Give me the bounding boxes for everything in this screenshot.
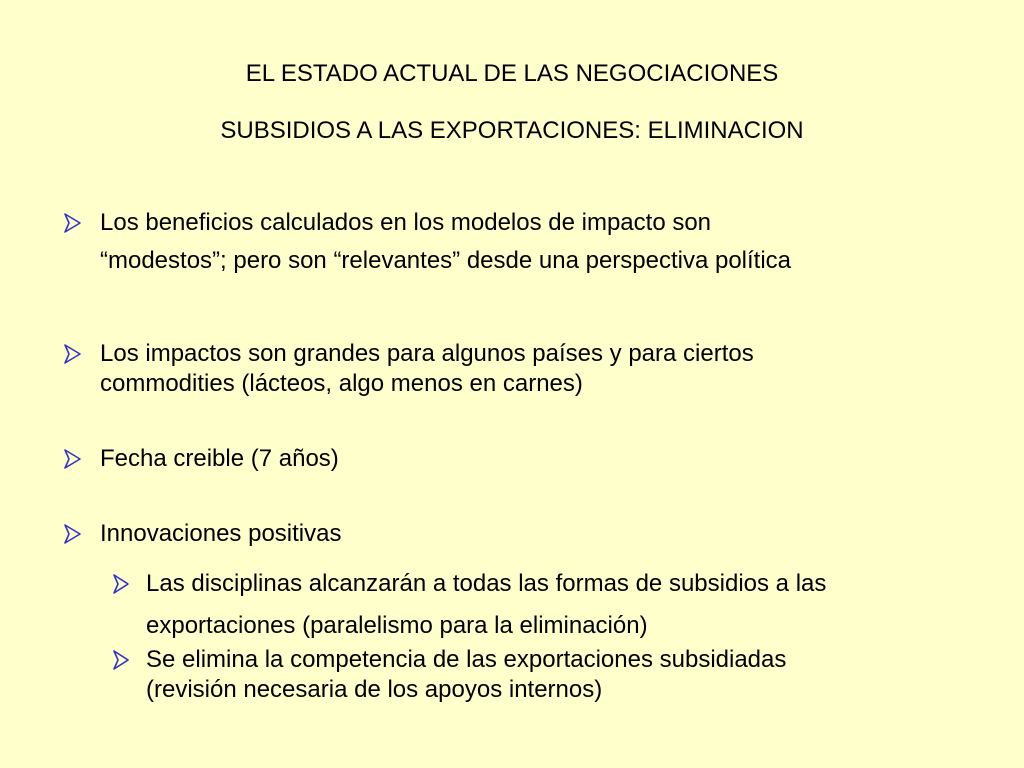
bullet-text [146,563,826,647]
bullet-line: Innovaciones positivas [100,520,342,547]
bullet-line: Los impactos son grandes para algunos países y para ciertos [100,340,754,367]
arrowhead-icon [62,339,84,367]
arrowhead-icon [62,519,84,547]
bullet-line: exportaciones (paralelismo para la eliminación) [146,612,648,639]
bullet-text [100,444,339,474]
arrowhead-icon [110,563,132,591]
bullet-line: “modestos”; pero son “relevantes” desde una perspectiva política [100,247,792,274]
bullet-line: commodities (lácteos, algo menos en carnes) [100,370,583,397]
arrowhead-icon [110,645,132,673]
bullet-line: (revisión necesaria de los apoyos internos) [146,676,603,703]
bullet-text [100,204,791,280]
bullet-text [146,645,786,705]
slide-title: EL ESTADO ACTUAL DE LAS NEGOCIACIONES [245,60,779,87]
bullet-text [100,519,341,549]
bullet-line: Fecha creible (7 años) [100,445,339,472]
bullet-line: Se elimina la competencia de las exportaciones subsidiadas [146,646,787,673]
slide-subtitle: SUBSIDIOS A LAS EXPORTACIONES: ELIMINACION [220,117,804,144]
bullet-line: Las disciplinas alcanzarán a todas las formas de subsidios a las [146,570,827,597]
arrowhead-icon [62,204,84,232]
bullet-text [100,339,754,399]
arrowhead-icon [62,444,84,472]
bullet-line: Los beneficios calculados en los modelos de impacto son [100,209,712,236]
